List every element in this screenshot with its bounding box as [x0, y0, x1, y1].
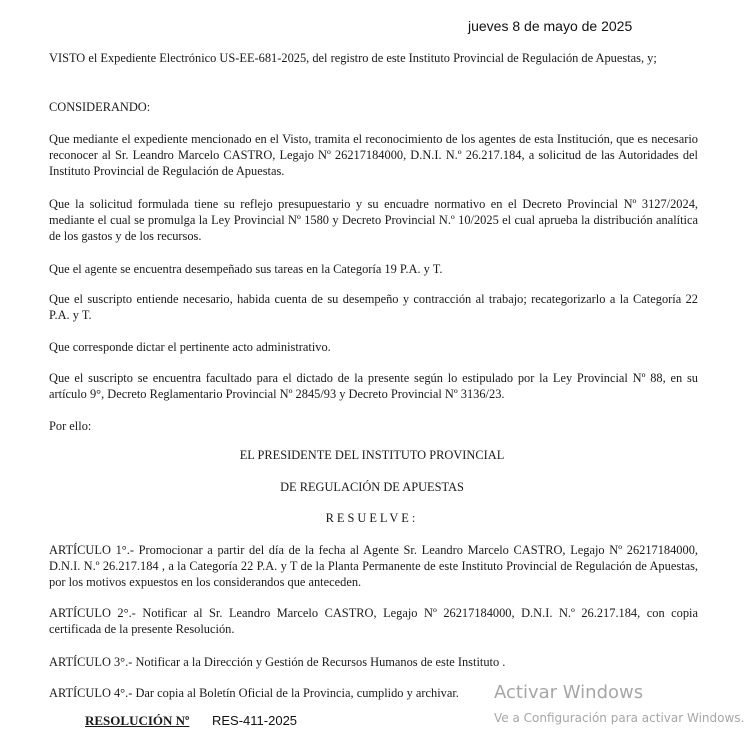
articulo-2: ARTÍCULO 2°.- Notificar al Sr. Leandro Marcelo CASTRO, Legajo Nº 26217184000, D.N.I. N.º 26.217.184, con copia certificada de la presente Resolución.	[49, 606, 698, 636]
visto-paragraph: VISTO el Expediente Electrónico US-EE-681-2025, del registro de este Instituto Provincial de Regulación de Apuestas, y;	[49, 51, 657, 65]
activation-watermark-subtitle: Ve a Configuración para activar Windows.	[494, 711, 744, 725]
considerando-paragraph-5: Que corresponde dictar el pertinente acto administrativo.	[49, 340, 331, 354]
considerando-paragraph-1: Que mediante el expediente mencionado en el Visto, tramita el reconocimiento de los agentes de esta Institución, que es necesario reconocer al Sr. Leandro Marcelo CASTRO, Legajo Nº 26217184000, D.N.I. N.º 26.217.184, a solicitud de las Autoridades del Instituto Provincial de Regulación de Apuestas.	[49, 132, 698, 178]
articulo-1: ARTÍCULO 1°.- Promocionar a partir del día de la fecha al Agente Sr. Leandro Marcelo CASTRO, Legajo Nº 26217184000, D.N.I. N.º 26.217.184 , a la Categoría 22 P.A. y T de la Planta Permanente de este Instituto Provincial de Regulación de Apuestas, por los motivos expuestos en los considerandos que anteceden.	[49, 543, 698, 589]
resolucion-number: RES-411-2025	[212, 713, 298, 728]
articulo-3: ARTÍCULO 3°.- Notificar a la Dirección y Gestión de Recursos Humanos de este Instituto .	[49, 655, 506, 669]
resolucion-label: RESOLUCIÓN Nº	[85, 713, 190, 728]
authority-line-2: DE REGULACIÓN DE APUESTAS	[280, 480, 464, 494]
articulo-4: ARTÍCULO 4°.- Dar copia al Boletín Oficial de la Provincia, cumplido y archivar.	[49, 686, 459, 700]
document-date: jueves 8 de mayo de 2025	[468, 18, 633, 34]
resuelve-heading: RESUELVE:	[325, 511, 419, 525]
considerando-paragraph-4: Que el suscripto entiende necesario, habida cuenta de su desempeño y contracción al trabajo; recategorizarlo a la Categoría 22 P.A. y T.	[49, 292, 698, 322]
por-ello: Por ello:	[49, 419, 92, 433]
considerando-paragraph-6: Que el suscripto se encuentra facultado para el dictado de la presente según lo estipulado por la Ley Provincial Nº 88, en su artículo 9°, Decreto Reglamentario Provincial Nº 2845/93 y Decreto Provincial Nº 3136/23.	[49, 371, 698, 401]
considerando-paragraph-2: Que la solicitud formulada tiene su reflejo presupuestario y su encuadre normativo en el Decreto Provincial Nº 3127/2024, mediante el cual se promulga la Ley Provincial Nº 1580 y Decreto Provincial N.º 10/2025 el cual aprueba la distribución analítica de los gastos y de los recursos.	[49, 197, 698, 243]
considerando-heading: CONSIDERANDO:	[49, 100, 151, 114]
activation-watermark-title: Activar Windows	[494, 682, 644, 703]
considerando-paragraph-3: Que el agente se encuentra desempeñado sus tareas en la Categoría 19 P.A. y T.	[49, 262, 443, 276]
authority-line-1: EL PRESIDENTE DEL INSTITUTO PROVINCIAL	[239, 448, 505, 462]
